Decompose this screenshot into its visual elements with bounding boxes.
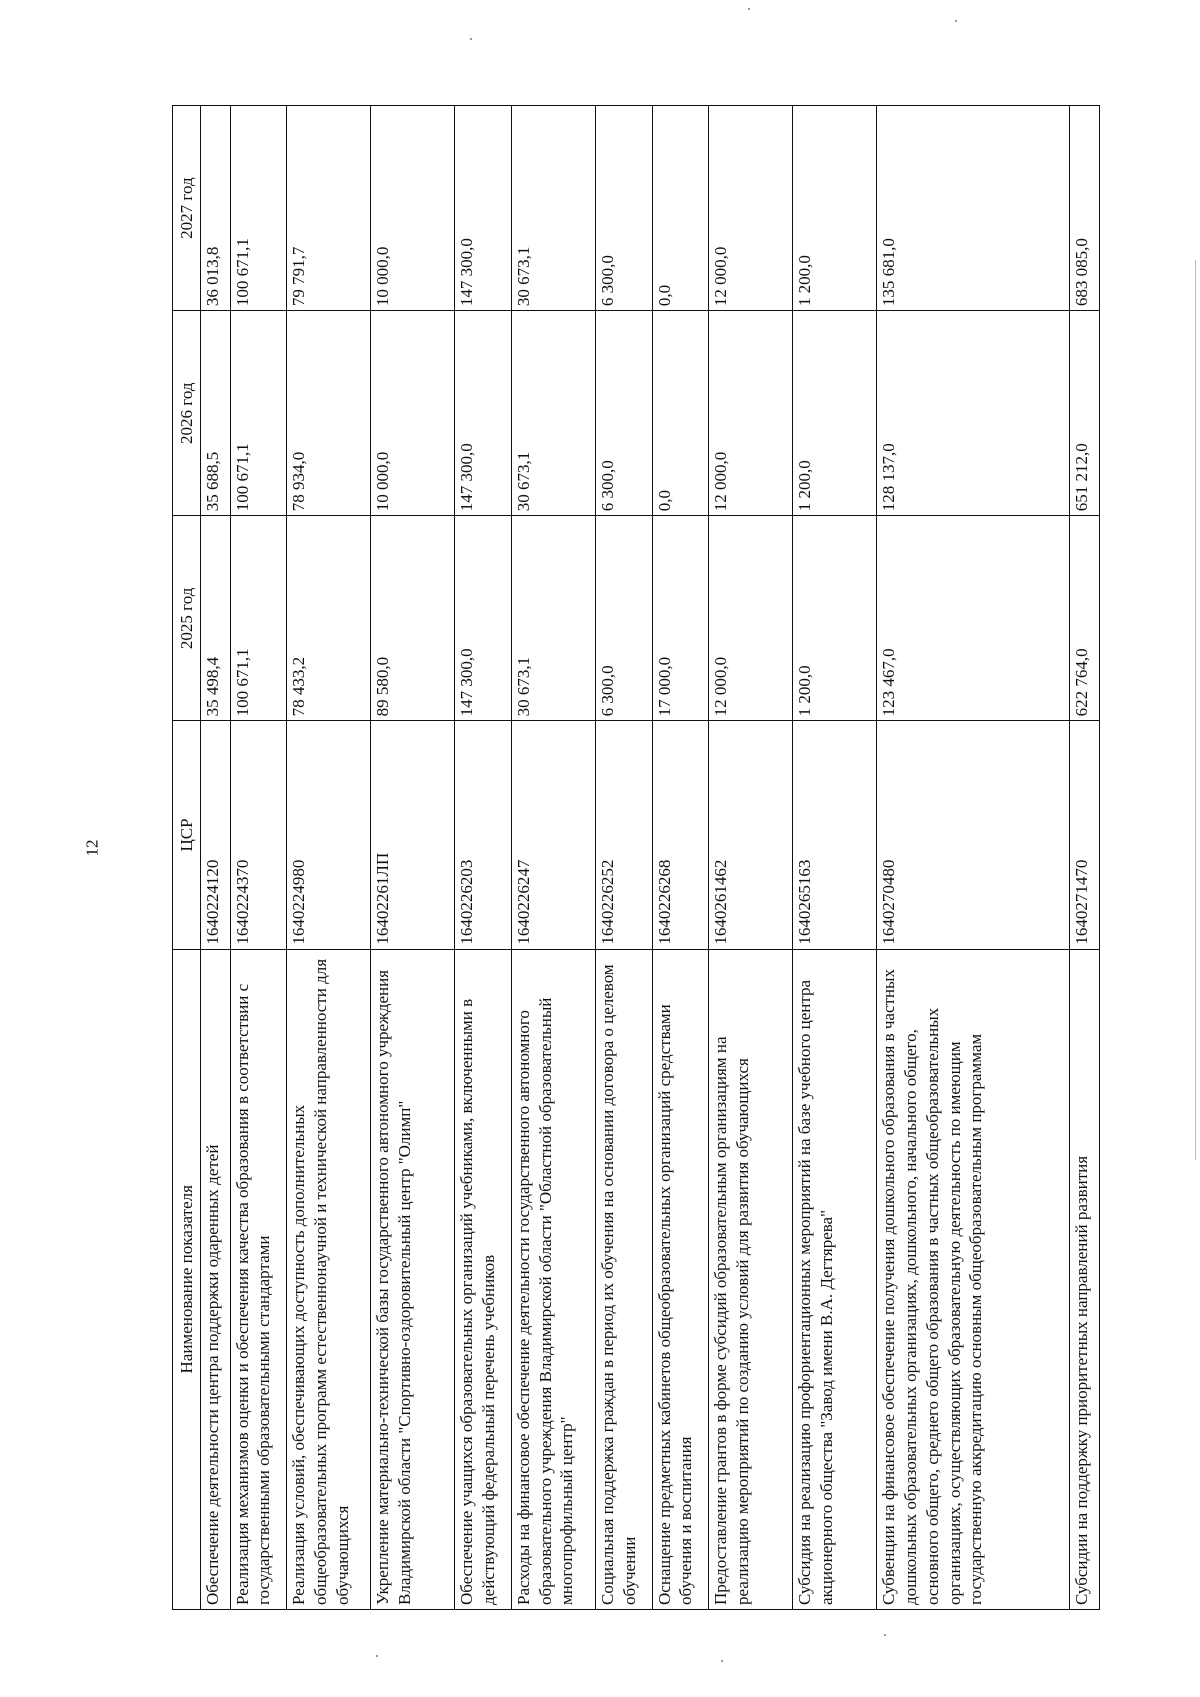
row-2025: 6 300,0 [595, 516, 652, 721]
row-name: Субвенции на финансовое обеспечение получения дошкольного образования в частных дошкольных образовательных организациях, дошкольного, начального общего, основного общего, среднего общего образования в частных общеобразовательных организациях, осуществляющих образовательную деятельность по имеющим государственную аккредитацию основным общеобразовательным программам [877, 949, 1070, 1609]
row-2026: 100 671,1 [230, 311, 287, 516]
row-2026: 10 000,0 [371, 311, 455, 516]
scan-edge-line [1195, 260, 1196, 1160]
row-2025: 35 498,4 [201, 516, 231, 721]
table-row [1070, 106, 1100, 1610]
table-row [371, 106, 455, 1610]
row-csr: 1640224980 [287, 721, 371, 949]
row-2025: 30 673,1 [511, 516, 595, 721]
table-row [709, 106, 793, 1610]
row-2027: 79 791,7 [287, 106, 371, 311]
row-2026: 0,0 [652, 311, 709, 516]
row-csr: 1640226268 [652, 721, 709, 949]
row-2026: 1 200,0 [793, 311, 877, 516]
row-2026: 6 300,0 [595, 311, 652, 516]
row-2025: 89 580,0 [371, 516, 455, 721]
row-csr: 1640261462 [709, 721, 793, 949]
row-2025: 100 671,1 [230, 516, 287, 721]
row-2026: 78 934,0 [287, 311, 371, 516]
row-name: Реализация механизмов оценки и обеспечения качества образования в соответствии с государственными образовательными стандартами [230, 949, 287, 1609]
row-name: Социальная поддержка граждан в период их обучения на основании договора о целевом обучении [595, 949, 652, 1609]
row-2025: 1 200,0 [793, 516, 877, 721]
row-csr: 1640226252 [595, 721, 652, 949]
row-2025: 123 467,0 [877, 516, 1070, 721]
row-csr: 1640226247 [511, 721, 595, 949]
row-name: Реализация условий, обеспечивающих доступность дополнительных общеобразовательных программ естественнонаучной и технической направленности для обучающихся [287, 949, 371, 1609]
table-row [230, 106, 287, 1610]
row-2026: 147 300,0 [455, 311, 512, 516]
table-row [877, 106, 1070, 1610]
row-2027: 36 013,8 [201, 106, 231, 311]
table-header-row [173, 106, 201, 1610]
row-2026: 651 212,0 [1070, 311, 1100, 516]
row-2027: 100 671,1 [230, 106, 287, 311]
row-2025: 622 764,0 [1070, 516, 1100, 721]
header-2025: 2025 год [173, 516, 201, 721]
rotated-table-container [172, 105, 1100, 1610]
row-2027: 683 085,0 [1070, 106, 1100, 311]
row-2027: 12 000,0 [709, 106, 793, 311]
scan-speck [376, 1655, 378, 1657]
row-csr: 1640226203 [455, 721, 512, 949]
table-row [652, 106, 709, 1610]
row-name: Укрепление материально-технической базы государственного автономного учреждения Владимирской области "Спортивно-оздоровительный центр "Олимп" [371, 949, 455, 1609]
row-csr: 1640265163 [793, 721, 877, 949]
budget-table [172, 105, 1100, 1610]
table-row [511, 106, 595, 1610]
row-name: Обеспечение деятельности центра поддержки одаренных детей [201, 949, 231, 1609]
row-2025: 78 433,2 [287, 516, 371, 721]
table-row [287, 106, 371, 1610]
row-csr: 16402261ЛП [371, 721, 455, 949]
header-name: Наименование показателя [173, 949, 201, 1609]
row-name: Предоставление грантов в форме субсидий образовательным организациям на реализацию мероприятий по созданию условий для развития обучающихся [709, 949, 793, 1609]
row-2027: 135 681,0 [877, 106, 1070, 311]
scan-speck [470, 38, 472, 40]
row-2027: 1 200,0 [793, 106, 877, 311]
scan-speck [721, 1660, 723, 1662]
row-2025: 147 300,0 [455, 516, 512, 721]
table-row [201, 106, 231, 1610]
row-2026: 30 673,1 [511, 311, 595, 516]
row-2026: 35 688,5 [201, 311, 231, 516]
scan-speck [748, 8, 750, 10]
row-csr: 1640224120 [201, 721, 231, 949]
row-name: Расходы на финансовое обеспечение деятельности государственного автономного образовательного учреждения Владимирской области "Областной образовательный многопрофильный центр" [511, 949, 595, 1609]
scan-speck [884, 1634, 886, 1636]
row-name: Субсидии на поддержку приоритетных направлений развития [1070, 949, 1100, 1609]
header-2027: 2027 год [173, 106, 201, 311]
row-name: Обеспечение учащихся образовательных организаций учебниками, включенными в действующий федеральный перечень учебников [455, 949, 512, 1609]
table-row [455, 106, 512, 1610]
row-2027: 147 300,0 [455, 106, 512, 311]
row-csr: 1640270480 [877, 721, 1070, 949]
row-2027: 6 300,0 [595, 106, 652, 311]
row-2026: 12 000,0 [709, 311, 793, 516]
row-2025: 17 000,0 [652, 516, 709, 721]
header-csr: ЦСР [173, 721, 201, 949]
row-name: Оснащение предметных кабинетов общеобразовательных организаций средствами обучения и воспитания [652, 949, 709, 1609]
row-name: Субсидия на реализацию профориентационных мероприятий на базе учебного центра акционерного общества "Завод имени В.А. Дегтярева" [793, 949, 877, 1609]
table-row [793, 106, 877, 1610]
row-2027: 0,0 [652, 106, 709, 311]
row-csr: 1640224370 [230, 721, 287, 949]
row-2027: 10 000,0 [371, 106, 455, 311]
scan-speck [955, 20, 957, 22]
row-csr: 1640271470 [1070, 721, 1100, 949]
table-row [595, 106, 652, 1610]
row-2025: 12 000,0 [709, 516, 793, 721]
page-number: 12 [82, 839, 102, 857]
row-2026: 128 137,0 [877, 311, 1070, 516]
row-2027: 30 673,1 [511, 106, 595, 311]
header-2026: 2026 год [173, 311, 201, 516]
